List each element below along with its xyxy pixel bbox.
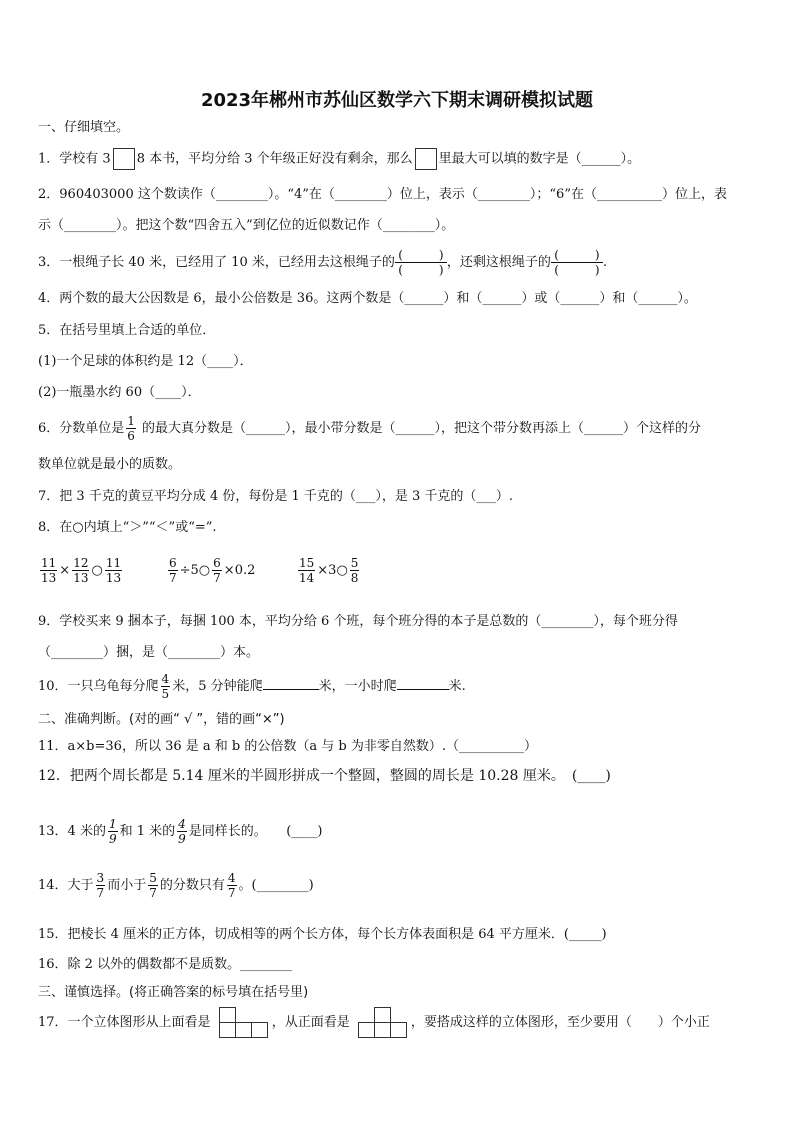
section-2-heading: 二、准确判断。(对的画“ √ ”，错的画“×”)	[38, 712, 285, 727]
question-9-line-1: 9．学校买来 9 捆本子，每捆 100 本，平均分给 6 个班，每个班分得的本子是总数的（________），每个班分得	[38, 614, 678, 629]
fraction: $\frac{4}{7}$	[227, 871, 236, 900]
question-7: 7．把 3 千克的黄豆平均分成 4 份，每份是 1 千克的（___），是 3 千克的（___）.	[38, 489, 514, 504]
question-2-line-2: 示（________）。把这个数“四舍五入”到亿位的近似数记作（________）。	[38, 218, 455, 233]
question-8-heading: 8．在○内填上“＞”“＜”或“=”.	[38, 520, 217, 535]
top-view-figure	[219, 1007, 268, 1038]
front-view-figure	[358, 1007, 407, 1038]
question-13: 13．4 米的 $\frac{1}{9}$ 和 1 米的 $\frac{4}{9}$ 是同样长的。 (____)	[38, 817, 323, 846]
section-3-heading: 三、谨慎选择。(将正确答案的标号填在括号里)	[38, 985, 309, 1000]
fraction: $\frac{4}{5}$	[161, 672, 170, 701]
fraction: $\frac{3}{7}$	[96, 871, 105, 900]
question-3: 3．一根绳子长 40 米，已经用了 10 米，已经用去这根绳子的 ( ) ( ) ，还剩这根绳子的 ( ) ( ) .	[38, 248, 608, 277]
question-5-part-2: (2)一瓶墨水约 60（____）．	[38, 385, 201, 400]
answer-line	[397, 675, 449, 690]
page-title: 2023年郴州市苏仙区数学六下期末调研模拟试题	[200, 90, 594, 111]
comparison-1: $\frac{11}{13}$ × $\frac{12}{13}$ ○ $\frac{11}{13}$	[41, 556, 122, 585]
question-5-part-1: (1)一个足球的体积约是 12（____）．	[38, 354, 253, 369]
fraction: $\frac{4}{9}$	[178, 817, 186, 846]
question-12: 12．把两个周长都是 5.14 厘米的半圆形拼成一个整圆，整圆的周长是 10.28 厘米。 (____)	[38, 768, 611, 784]
section-1-heading: 一、仔细填空。	[38, 120, 130, 135]
blank-fraction: ( ) ( )	[395, 248, 447, 277]
comparison-2: $\frac{6}{7}$ ÷5○ $\frac{6}{7}$ ×0.2	[169, 556, 256, 585]
question-1: 1．学校有 3 8 本书，平均分给 3 个年级正好没有剩余，那么 里最大可以填的数字是（______）。	[38, 148, 640, 170]
question-9-line-2: （________）捆，是（________）本。	[38, 645, 260, 660]
fraction: $\frac{1}{9}$	[108, 817, 117, 846]
question-4: 4．两个数的最大公因数是 6，最小公倍数是 36。这两个数是（______）和（______）或（______）和（______）。	[38, 291, 697, 306]
fraction: $\frac{1}{6}$	[127, 414, 135, 443]
question-6-line-2: 数单位就是最小的质数。	[38, 457, 182, 472]
question-16: 16．除 2 以外的偶数都不是质数。________	[38, 957, 293, 972]
question-6-line-1: 6．分数单位是 $\frac{1}{6}$ 的最大真分数是（______），最小带分数是（______），把这个带分数再添上（______）个这样的分	[38, 414, 702, 443]
question-15: 15．把棱长 4 厘米的正方体，切成相等的两个长方体，每个长方体表面积是 64 平方厘米．(_____)	[38, 927, 607, 942]
question-11: 11．a×b=36，所以 36 是 a 和 b 的公倍数（a 与 b 为非零自然数）.（__________）	[38, 739, 537, 754]
answer-box	[415, 148, 437, 170]
question-2-line-1: 2．960403000 这个数读作（________）。“4”在（________）位上，表示（________）；“6”在（__________）位上，表	[38, 187, 727, 202]
comparison-3: $\frac{15}{14}$ ×3○ $\frac{5}{8}$	[299, 556, 359, 585]
question-14: 14．大于 $\frac{3}{7}$ 而小于 $\frac{5}{7}$ 的分数只有 $\frac{4}{7}$ 。(________)	[38, 871, 314, 900]
answer-box	[113, 148, 135, 170]
fraction: $\frac{5}{7}$	[149, 871, 157, 900]
answer-line	[263, 675, 319, 690]
question-17: 17．一个立体图形从上面看是 ，从正面看是 ，要搭成这样的立体图形，至少要用（ ）个小正	[38, 1004, 710, 1042]
question-10: 10．一只乌龟每分爬 $\frac{4}{5}$ 米，5 分钟能爬 米，一小时爬 米.	[38, 672, 466, 701]
blank-fraction: ( ) ( )	[551, 248, 603, 277]
question-5-heading: 5．在括号里填上合适的单位．	[38, 323, 216, 338]
